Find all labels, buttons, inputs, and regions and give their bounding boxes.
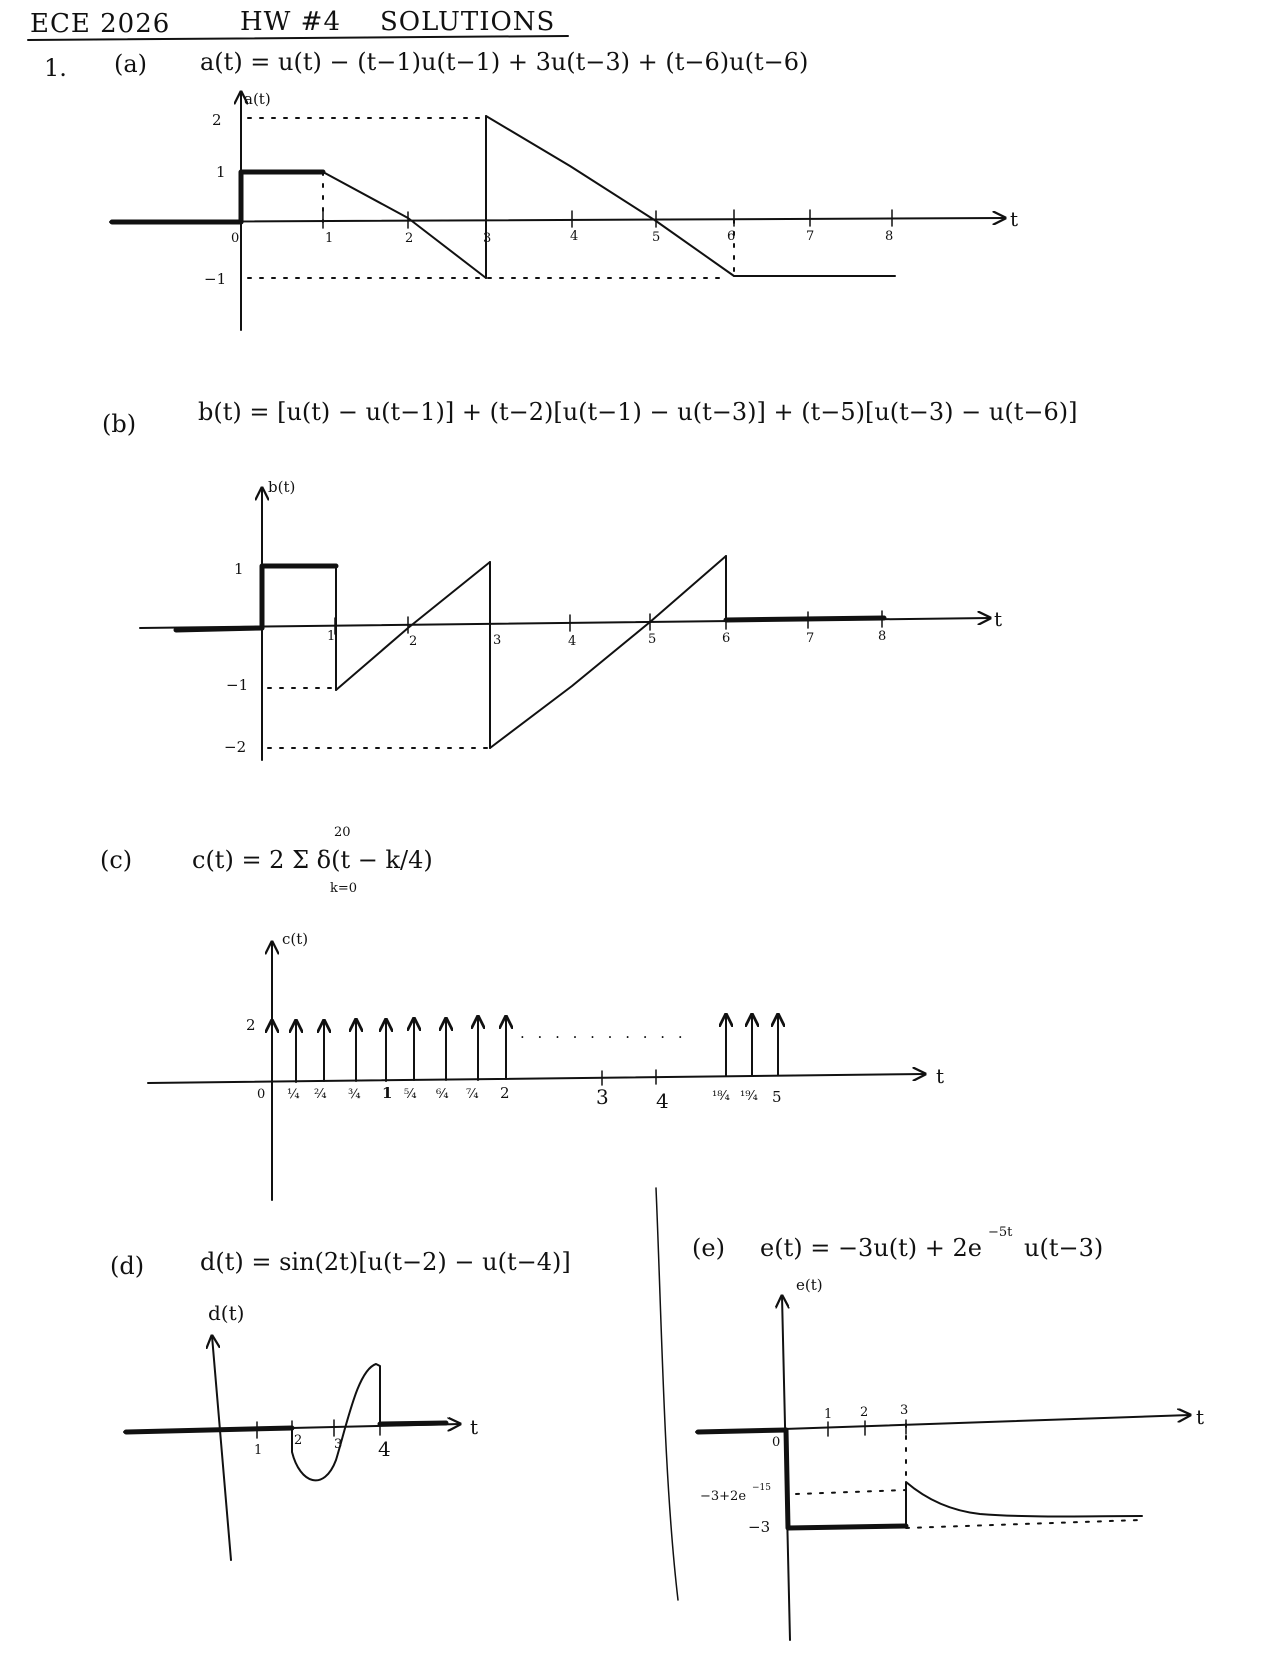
e-ytick-m3: −3 bbox=[748, 1518, 771, 1536]
b-xtick-8: 8 bbox=[878, 629, 887, 644]
c-xtick-q2: ²⁄₄ bbox=[314, 1087, 327, 1102]
a-unit-step bbox=[241, 172, 323, 222]
part-c-sum-upper: 20 bbox=[334, 825, 351, 840]
b-zero-segment bbox=[176, 628, 262, 630]
b-xtick-1: 1 bbox=[327, 629, 336, 644]
e-exponential-decay bbox=[906, 1482, 1142, 1526]
part-a-tag: (a) bbox=[114, 50, 148, 78]
d-tick-labels bbox=[254, 1433, 391, 1461]
part-e bbox=[692, 1225, 1204, 1640]
b-xlabel: t bbox=[994, 607, 1003, 631]
a-xtick-8: 8 bbox=[885, 229, 894, 244]
e-xtick-2: 2 bbox=[860, 1405, 869, 1420]
part-c bbox=[100, 825, 944, 1200]
c-impulses bbox=[272, 1016, 778, 1082]
c-xtick-q3: ¾ bbox=[348, 1087, 361, 1102]
d-xtick-1: 1 bbox=[254, 1443, 263, 1458]
a-xtick-1: 1 bbox=[325, 231, 334, 246]
d-ylabel: d(t) bbox=[208, 1301, 245, 1325]
solutions-title: SOLUTIONS bbox=[380, 7, 556, 37]
part-b-tag: (b) bbox=[102, 410, 137, 438]
c-xtick-q7: ⁷⁄₄ bbox=[466, 1087, 479, 1102]
b-ytick-1: 1 bbox=[234, 560, 244, 578]
c-xtick-3: 3 bbox=[596, 1085, 609, 1109]
a-tick-labels bbox=[231, 229, 893, 246]
b-rect-pulse bbox=[262, 566, 336, 628]
e-ylabel: e(t) bbox=[796, 1276, 823, 1294]
c-xtick-q1: ¼ bbox=[287, 1087, 300, 1102]
e-xlabel: t bbox=[1196, 1405, 1205, 1429]
a-ytick-2: 2 bbox=[212, 111, 222, 129]
part-e-tag: (e) bbox=[692, 1234, 725, 1262]
a-second-ramp bbox=[486, 116, 734, 276]
b-tick-labels bbox=[327, 629, 886, 649]
d-xtick-3: 3 bbox=[334, 1437, 343, 1452]
c-xtick-q6: ⁶⁄₄ bbox=[436, 1087, 449, 1102]
d-amplitude-axis bbox=[212, 1336, 231, 1560]
e-level-m3-guide bbox=[906, 1520, 1140, 1528]
a-xtick-0: 0 bbox=[231, 231, 240, 246]
b-ytick-m2: −2 bbox=[224, 738, 247, 756]
a-time-axis bbox=[110, 218, 1005, 222]
section-divider bbox=[656, 1188, 678, 1600]
a-xtick-5: 5 bbox=[652, 230, 661, 245]
a-xtick-4: 4 bbox=[570, 229, 579, 244]
c-ylabel: c(t) bbox=[282, 930, 309, 948]
d-zero-before bbox=[126, 1428, 292, 1432]
c-xtick-5: 5 bbox=[772, 1088, 782, 1106]
part-d bbox=[110, 1248, 571, 1560]
problem-number: 1. bbox=[44, 54, 67, 82]
c-xtick-1: 1 bbox=[382, 1084, 393, 1102]
b-ytick-m1: −1 bbox=[226, 676, 249, 694]
e-xtick-1: 1 bbox=[824, 1407, 833, 1422]
b-xtick-6: 6 bbox=[722, 631, 731, 646]
b-xtick-2: 2 bbox=[409, 634, 418, 649]
b-zero-tail bbox=[726, 618, 884, 620]
a-xlabel: t bbox=[1010, 207, 1019, 231]
c-xtick-4: 4 bbox=[656, 1089, 669, 1113]
a-first-ramp bbox=[323, 172, 486, 278]
d-sine-segment bbox=[292, 1364, 380, 1480]
d-xtick-2: 2 bbox=[294, 1433, 303, 1448]
e-zero-before bbox=[698, 1430, 786, 1432]
part-b-equation: b(t) = [u(t) − u(t−1)] + (t−2)[u(t−1) − u(t−3)] + (t−5)[u(t−3) − u(t−6)] bbox=[198, 398, 1078, 426]
part-c-equation: c(t) = 2 Σ δ(t − k/4) bbox=[192, 846, 433, 874]
b-ylabel: b(t) bbox=[268, 478, 296, 496]
part-a bbox=[110, 48, 1018, 330]
c-xtick-q5: ⁵⁄₄ bbox=[404, 1087, 417, 1102]
a-ytick-m1: −1 bbox=[204, 270, 227, 288]
c-continuation-dots: · · · · · · · · · · bbox=[520, 1028, 687, 1046]
c-xtick-q18: ¹⁸⁄₄ bbox=[712, 1089, 730, 1104]
e-ytick-upper: −3+2e bbox=[700, 1489, 747, 1504]
part-d-equation: d(t) = sin(2t)[u(t−2) − u(t−4)] bbox=[200, 1248, 571, 1276]
e-step-down bbox=[786, 1430, 906, 1528]
a-xtick-2: 2 bbox=[405, 231, 414, 246]
part-c-tag: (c) bbox=[100, 846, 133, 874]
c-xtick-q19: ¹⁹⁄₄ bbox=[740, 1089, 758, 1104]
b-xtick-7: 7 bbox=[806, 631, 815, 646]
part-a-equation: a(t) = u(t) − (t−1)u(t−1) + 3u(t−3) + (t−6)u(t−6) bbox=[200, 48, 809, 76]
part-e-equation-tail: u(t−3) bbox=[1024, 1234, 1104, 1262]
d-xtick-4: 4 bbox=[378, 1437, 391, 1461]
a-ytick-1: 1 bbox=[216, 163, 226, 181]
c-impulse-height-label: 2 bbox=[246, 1016, 256, 1034]
hw-title: HW #4 bbox=[240, 7, 341, 37]
c-xtick-0: 0 bbox=[257, 1087, 266, 1102]
c-tick-labels bbox=[257, 1084, 782, 1113]
part-e-equation: e(t) = −3u(t) + 2e bbox=[760, 1234, 982, 1262]
part-d-tag: (d) bbox=[110, 1252, 145, 1280]
b-ramp-3-to-6 bbox=[490, 556, 726, 748]
b-xtick-3: 3 bbox=[493, 633, 502, 648]
c-xlabel: t bbox=[936, 1064, 945, 1088]
a-xtick-3: 3 bbox=[483, 231, 492, 246]
d-zero-after bbox=[380, 1423, 446, 1424]
part-b bbox=[102, 398, 1077, 760]
a-xtick-7: 7 bbox=[806, 229, 815, 244]
e-level-upper-guide bbox=[796, 1490, 906, 1494]
a-ylabel: a(t) bbox=[244, 90, 271, 108]
a-xtick-6: 6 bbox=[727, 229, 736, 244]
course-title: ECE 2026 bbox=[30, 9, 171, 39]
e-xtick-0: 0 bbox=[772, 1435, 781, 1450]
e-xtick-3: 3 bbox=[900, 1403, 909, 1418]
c-time-axis bbox=[148, 1074, 925, 1083]
e-ytick-upper-exp: −15 bbox=[752, 1483, 771, 1493]
b-xtick-5: 5 bbox=[648, 632, 657, 647]
c-xtick-2: 2 bbox=[500, 1084, 510, 1102]
b-xtick-4: 4 bbox=[568, 634, 577, 649]
part-c-sum-lower: k=0 bbox=[330, 881, 358, 896]
part-e-exponent: −5t bbox=[988, 1225, 1013, 1240]
d-xlabel: t bbox=[470, 1415, 479, 1439]
